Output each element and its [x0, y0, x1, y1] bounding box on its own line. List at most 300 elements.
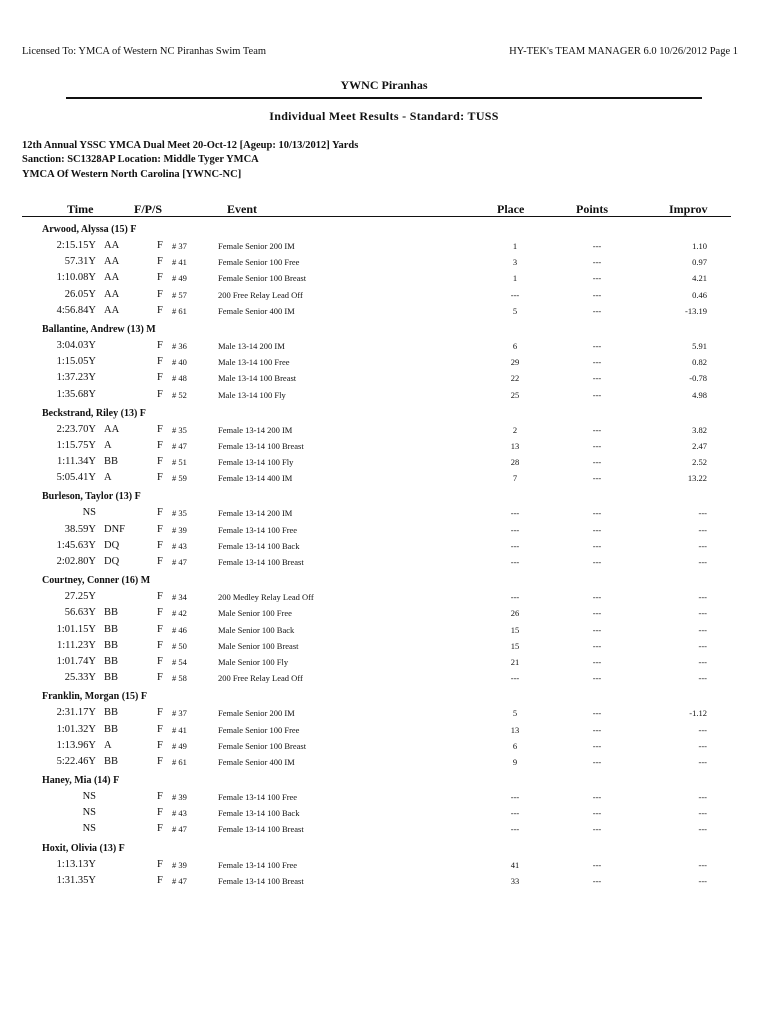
result-event-number: # 43 — [172, 808, 187, 819]
result-event: Male 13-14 200 IM — [218, 340, 285, 351]
result-event: Female Senior 100 Free — [218, 257, 300, 268]
result-standard: BB — [104, 607, 119, 619]
result-improvement: --- — [698, 524, 707, 535]
result-event-number: # 58 — [172, 673, 187, 684]
result-time: 56.63Y — [64, 607, 96, 619]
meet-team: YMCA Of Western North Carolina [YWNC-NC] — [22, 169, 242, 180]
result-fps: F — [157, 607, 163, 619]
result-time: 1:45.63Y — [56, 539, 96, 551]
result-time: 4:56.84Y — [56, 304, 96, 316]
result-event: Female 13-14 100 Fly — [218, 457, 294, 468]
result-fps: F — [157, 507, 163, 519]
result-event: Female 13-14 100 Free — [218, 859, 298, 870]
result-event: Female 13-14 400 IM — [218, 473, 293, 484]
result-place: 41 — [510, 859, 520, 870]
result-event: Female 13-14 100 Back — [218, 808, 300, 819]
team-title: YWNC Piranhas — [340, 78, 428, 92]
result-row — [0, 638, 768, 654]
result-improvement: 13.22 — [687, 473, 707, 484]
result-standard: DQ — [104, 556, 120, 567]
result-time: 1:15.75Y — [56, 439, 96, 451]
result-row — [0, 722, 768, 738]
result-points: --- — [592, 740, 602, 751]
result-time: 26.05Y — [64, 288, 96, 300]
result-fps: F — [157, 439, 163, 451]
result-time: 38.59Y — [64, 523, 96, 535]
result-fps: F — [157, 791, 163, 803]
result-event-number: # 49 — [172, 273, 187, 284]
result-row — [0, 738, 768, 754]
swimmer-name: Hoxit, Olivia (13) F — [42, 842, 125, 854]
result-place: 28 — [510, 457, 520, 468]
swimmer-block — [0, 322, 768, 406]
swimmer-block — [0, 489, 768, 573]
meet-sanction: Sanction: SC1328AP Location: Middle Tyger YMCA — [22, 154, 259, 165]
result-fps: F — [157, 707, 163, 719]
result-place: 21 — [510, 656, 520, 667]
result-event-number: # 35 — [172, 424, 187, 435]
column-header-fps: F/P/S — [134, 202, 163, 216]
result-time: NS — [82, 807, 96, 819]
report-title: Individual Meet Results - Standard: TUSS — [269, 109, 499, 123]
result-points: --- — [592, 708, 602, 719]
result-improvement: -0.78 — [689, 373, 707, 384]
result-row — [0, 789, 768, 805]
software-page-line: HY-TEK's TEAM MANAGER 6.0 10/26/2012 Page 1 — [509, 46, 738, 57]
result-standard: AA — [104, 240, 120, 251]
results-list — [0, 222, 768, 892]
result-event: Female Senior 100 Breast — [218, 273, 307, 284]
result-standard: BB — [104, 755, 119, 767]
result-row — [0, 522, 768, 538]
result-row — [0, 554, 768, 570]
result-event-number: # 41 — [172, 257, 187, 268]
result-fps: F — [157, 423, 163, 435]
column-header-points: Points — [576, 202, 609, 216]
result-time: 1:11.23Y — [57, 639, 96, 651]
result-event-number: # 39 — [172, 524, 187, 535]
result-fps: F — [157, 388, 163, 400]
swimmer-block — [0, 841, 768, 892]
result-fps: F — [157, 655, 163, 667]
result-improvement: --- — [698, 792, 707, 803]
result-time: 3:04.03Y — [56, 339, 96, 351]
result-improvement: 4.98 — [692, 389, 707, 400]
column-header-improv: Improv — [669, 202, 708, 216]
result-points: --- — [592, 524, 602, 535]
result-standard: AA — [104, 288, 120, 300]
result-points: --- — [592, 808, 602, 819]
result-event-number: # 48 — [172, 373, 187, 384]
result-points: --- — [592, 540, 602, 551]
result-event-number: # 57 — [172, 289, 187, 300]
result-event: Male Senior 100 Breast — [218, 640, 299, 651]
result-points: --- — [592, 257, 602, 268]
result-fps: F — [157, 456, 163, 468]
swimmer-block — [0, 573, 768, 689]
result-place: --- — [510, 557, 520, 567]
result-place: 3 — [512, 257, 518, 268]
result-time: 1:13.96Y — [56, 739, 96, 751]
result-place: 22 — [510, 373, 520, 384]
result-points: --- — [592, 273, 602, 284]
result-points: --- — [592, 424, 602, 435]
result-event-number: # 46 — [172, 624, 187, 635]
result-event: 200 Free Relay Lead Off — [218, 673, 303, 684]
result-points: --- — [592, 340, 602, 351]
result-improvement: 0.82 — [692, 357, 707, 368]
result-improvement: --- — [698, 824, 707, 835]
result-points: --- — [592, 640, 602, 651]
result-standard: BB — [104, 623, 119, 635]
result-event: Female 13-14 200 IM — [218, 508, 293, 519]
result-fps: F — [157, 556, 163, 567]
result-time: 5:22.46Y — [56, 755, 96, 767]
result-event: Female 13-14 100 Free — [218, 524, 298, 535]
result-points: --- — [592, 673, 602, 684]
result-improvement: 2.52 — [692, 457, 707, 468]
result-event: Male Senior 100 Back — [218, 624, 295, 635]
result-event: Male Senior 100 Fly — [218, 656, 289, 667]
title-divider — [66, 97, 702, 99]
result-event: Female 13-14 100 Breast — [218, 875, 304, 886]
result-event: Female 13-14 100 Breast — [218, 440, 304, 451]
result-place: 1 — [512, 241, 518, 251]
result-event: Female 13-14 100 Back — [218, 540, 300, 551]
result-row — [0, 605, 768, 621]
result-place: 5 — [512, 708, 518, 719]
result-improvement: -1.12 — [689, 708, 707, 719]
result-place: 6 — [512, 740, 518, 751]
result-time: 2:15.15Y — [56, 240, 96, 251]
result-row — [0, 238, 768, 254]
result-points: --- — [592, 457, 602, 468]
result-points: --- — [592, 440, 602, 451]
result-improvement: --- — [698, 624, 707, 635]
result-fps: F — [157, 874, 163, 886]
column-header-time: Time — [67, 202, 94, 216]
result-fps: F — [157, 272, 163, 284]
result-row — [0, 287, 768, 303]
result-row — [0, 505, 768, 521]
result-place: 7 — [512, 473, 518, 484]
result-fps: F — [157, 739, 163, 751]
result-place: 2 — [512, 424, 518, 435]
result-improvement: --- — [698, 640, 707, 651]
result-place: 29 — [510, 357, 520, 368]
result-improvement: --- — [698, 557, 707, 567]
header-divider — [22, 216, 731, 217]
result-place: --- — [510, 673, 520, 684]
result-fps: F — [157, 591, 163, 603]
result-row — [0, 470, 768, 486]
result-standard: DNF — [104, 523, 126, 535]
result-points: --- — [592, 624, 602, 635]
result-row — [0, 821, 768, 837]
result-improvement: --- — [698, 540, 707, 551]
result-row — [0, 654, 768, 670]
result-standard: A — [104, 439, 112, 451]
result-standard: AA — [104, 423, 120, 435]
result-row — [0, 354, 768, 370]
result-event: Male 13-14 100 Free — [218, 357, 290, 368]
result-improvement: 0.46 — [692, 289, 707, 300]
result-row — [0, 454, 768, 470]
result-time: 2:23.70Y — [56, 423, 96, 435]
result-place: 15 — [510, 640, 520, 651]
result-event: Female Senior 400 IM — [218, 756, 295, 767]
result-improvement: --- — [698, 592, 707, 603]
result-row — [0, 422, 768, 438]
result-event-number: # 47 — [172, 875, 187, 886]
result-event-number: # 61 — [172, 305, 187, 316]
result-time: 1:01.32Y — [56, 723, 96, 735]
result-time: 1:01.74Y — [56, 655, 96, 667]
result-fps: F — [157, 823, 163, 835]
result-improvement: --- — [698, 808, 707, 819]
result-standard: BB — [104, 672, 119, 684]
result-row — [0, 670, 768, 686]
result-place: --- — [510, 792, 520, 803]
result-event: Male 13-14 100 Breast — [218, 373, 297, 384]
result-event-number: # 61 — [172, 756, 187, 767]
result-event-number: # 43 — [172, 540, 187, 551]
result-points: --- — [592, 305, 602, 316]
result-event: 200 Free Relay Lead Off — [218, 289, 303, 300]
result-event-number: # 39 — [172, 859, 187, 870]
result-row — [0, 370, 768, 386]
result-event: Female 13-14 100 Breast — [218, 824, 304, 835]
swimmer-name: Beckstrand, Riley (13) F — [42, 407, 146, 419]
swimmer-name: Burleson, Taylor (13) F — [42, 491, 141, 503]
result-fps: F — [157, 472, 163, 484]
result-event-number: # 52 — [172, 389, 187, 400]
result-points: --- — [592, 508, 602, 519]
result-place: 9 — [512, 756, 518, 767]
result-improvement: 0.97 — [692, 257, 707, 268]
result-event: Female Senior 100 Free — [218, 724, 300, 735]
result-event-number: # 47 — [172, 824, 187, 835]
result-event-number: # 59 — [172, 473, 187, 484]
result-standard: A — [104, 472, 112, 484]
result-row — [0, 254, 768, 270]
result-row — [0, 873, 768, 889]
result-time: 1:13.13Y — [56, 858, 96, 870]
result-event: Female 13-14 200 IM — [218, 424, 293, 435]
result-row — [0, 438, 768, 454]
result-standard: BB — [104, 456, 119, 468]
result-time: 1:31.35Y — [56, 874, 96, 886]
result-event-number: # 36 — [172, 340, 187, 351]
swimmer-name: Courtney, Conner (16) M — [42, 575, 151, 587]
result-points: --- — [592, 656, 602, 667]
result-event-number: # 42 — [172, 608, 187, 619]
result-time: 1:10.08Y — [56, 272, 96, 284]
result-improvement: 4.21 — [692, 273, 707, 284]
result-improvement: 3.82 — [692, 424, 707, 435]
result-row — [0, 589, 768, 605]
result-fps: F — [157, 755, 163, 767]
result-row — [0, 805, 768, 821]
result-time: 2:02.80Y — [56, 556, 96, 567]
swimmer-block — [0, 222, 768, 322]
result-place: 1 — [512, 273, 518, 284]
result-fps: F — [157, 356, 163, 368]
result-fps: F — [157, 240, 163, 251]
result-improvement: --- — [698, 756, 707, 767]
result-fps: F — [157, 256, 163, 268]
result-event: Female 13-14 100 Free — [218, 792, 298, 803]
result-event-number: # 47 — [172, 557, 187, 567]
result-standard: DQ — [104, 539, 120, 551]
result-event: Male 13-14 100 Fly — [218, 389, 286, 400]
result-event-number: # 35 — [172, 508, 187, 519]
result-improvement: 1.10 — [692, 241, 707, 251]
result-time: 27.25Y — [64, 591, 96, 603]
result-time: 1:35.68Y — [56, 388, 96, 400]
result-improvement: -13.19 — [685, 305, 707, 316]
result-time: 25.33Y — [64, 672, 96, 684]
result-fps: F — [157, 288, 163, 300]
result-place: --- — [510, 508, 520, 519]
result-improvement: --- — [698, 508, 707, 519]
result-fps: F — [157, 672, 163, 684]
result-time: NS — [82, 791, 96, 803]
result-points: --- — [592, 289, 602, 300]
result-event: Female Senior 200 IM — [218, 708, 295, 719]
result-standard: BB — [104, 655, 119, 667]
result-row — [0, 705, 768, 721]
result-event-number: # 49 — [172, 740, 187, 751]
result-event: 200 Medley Relay Lead Off — [218, 592, 314, 603]
result-row — [0, 538, 768, 554]
result-improvement: --- — [698, 608, 707, 619]
result-event: Female 13-14 100 Breast — [218, 557, 304, 567]
swimmer-name: Haney, Mia (14) F — [42, 775, 120, 787]
result-place: 33 — [510, 875, 520, 886]
result-standard: AA — [104, 304, 120, 316]
result-improvement: --- — [698, 673, 707, 684]
result-row — [0, 387, 768, 403]
result-fps: F — [157, 807, 163, 819]
result-points: --- — [592, 792, 602, 803]
result-points: --- — [592, 608, 602, 619]
result-points: --- — [592, 592, 602, 603]
result-points: --- — [592, 373, 602, 384]
result-standard: A — [104, 739, 112, 751]
result-fps: F — [157, 639, 163, 651]
result-fps: F — [157, 539, 163, 551]
result-points: --- — [592, 357, 602, 368]
result-points: --- — [592, 859, 602, 870]
result-fps: F — [157, 523, 163, 535]
result-standard: BB — [104, 639, 119, 651]
result-fps: F — [157, 623, 163, 635]
result-improvement: --- — [698, 740, 707, 751]
swimmer-name: Arwood, Alyssa (15) F — [42, 224, 137, 235]
result-event: Male Senior 100 Free — [218, 608, 292, 619]
result-event-number: # 50 — [172, 640, 187, 651]
result-place: 15 — [510, 624, 520, 635]
result-event-number: # 34 — [172, 592, 187, 603]
result-place: --- — [510, 524, 520, 535]
result-place: 25 — [510, 389, 520, 400]
result-time: 57.31Y — [64, 256, 96, 268]
result-time: 5:05.41Y — [56, 472, 96, 484]
result-event-number: # 47 — [172, 440, 187, 451]
result-row — [0, 857, 768, 873]
result-improvement: 2.47 — [692, 440, 707, 451]
swimmer-block — [0, 406, 768, 490]
result-fps: F — [157, 858, 163, 870]
result-fps: F — [157, 339, 163, 351]
result-time: 1:11.34Y — [57, 456, 96, 468]
result-row — [0, 622, 768, 638]
result-event: Female Senior 100 Breast — [218, 740, 307, 751]
swimmer-name: Ballantine, Andrew (13) M — [42, 323, 156, 335]
result-place: 6 — [512, 340, 518, 351]
result-row — [0, 270, 768, 286]
result-event-number: # 37 — [172, 708, 187, 719]
column-header-event: Event — [227, 202, 257, 216]
result-points: --- — [592, 724, 602, 735]
result-event-number: # 40 — [172, 357, 187, 368]
result-points: --- — [592, 875, 602, 886]
result-place: --- — [510, 592, 520, 603]
result-improvement: --- — [698, 656, 707, 667]
result-row — [0, 754, 768, 770]
result-points: --- — [592, 473, 602, 484]
result-event-number: # 54 — [172, 656, 187, 667]
result-improvement: --- — [698, 724, 707, 735]
result-standard: BB — [104, 707, 119, 719]
result-event: Female Senior 400 IM — [218, 305, 295, 316]
result-standard: AA — [104, 272, 120, 284]
swimmer-block — [0, 689, 768, 773]
result-time: 2:31.17Y — [56, 707, 96, 719]
result-event-number: # 41 — [172, 724, 187, 735]
result-event: Female Senior 200 IM — [218, 241, 295, 251]
result-standard: BB — [104, 723, 119, 735]
license-line: Licensed To: YMCA of Western NC Piranhas Swim Team — [22, 46, 267, 57]
result-fps: F — [157, 723, 163, 735]
result-time: NS — [82, 507, 96, 519]
result-improvement: --- — [698, 859, 707, 870]
result-row — [0, 303, 768, 319]
result-time: 1:15.05Y — [56, 356, 96, 368]
result-improvement: --- — [698, 875, 707, 886]
swimmer-name: Franklin, Morgan (15) F — [42, 691, 147, 703]
result-fps: F — [157, 304, 163, 316]
result-row — [0, 338, 768, 354]
result-points: --- — [592, 824, 602, 835]
result-event-number: # 37 — [172, 241, 187, 251]
meet-name: 12th Annual YSSC YMCA Dual Meet 20-Oct-12 [Ageup: 10/13/2012] Yards — [22, 140, 359, 151]
column-header-place: Place — [497, 202, 525, 216]
result-place: 13 — [510, 440, 520, 451]
result-place: --- — [510, 824, 520, 835]
result-event-number: # 39 — [172, 792, 187, 803]
result-fps: F — [157, 372, 163, 384]
result-place: --- — [510, 808, 520, 819]
result-standard: AA — [104, 256, 120, 268]
result-place: 26 — [510, 608, 520, 619]
result-time: 1:37.23Y — [56, 372, 96, 384]
result-time: 1:01.15Y — [56, 623, 96, 635]
result-event-number: # 51 — [172, 457, 187, 468]
result-points: --- — [592, 389, 602, 400]
result-time: NS — [82, 823, 96, 835]
